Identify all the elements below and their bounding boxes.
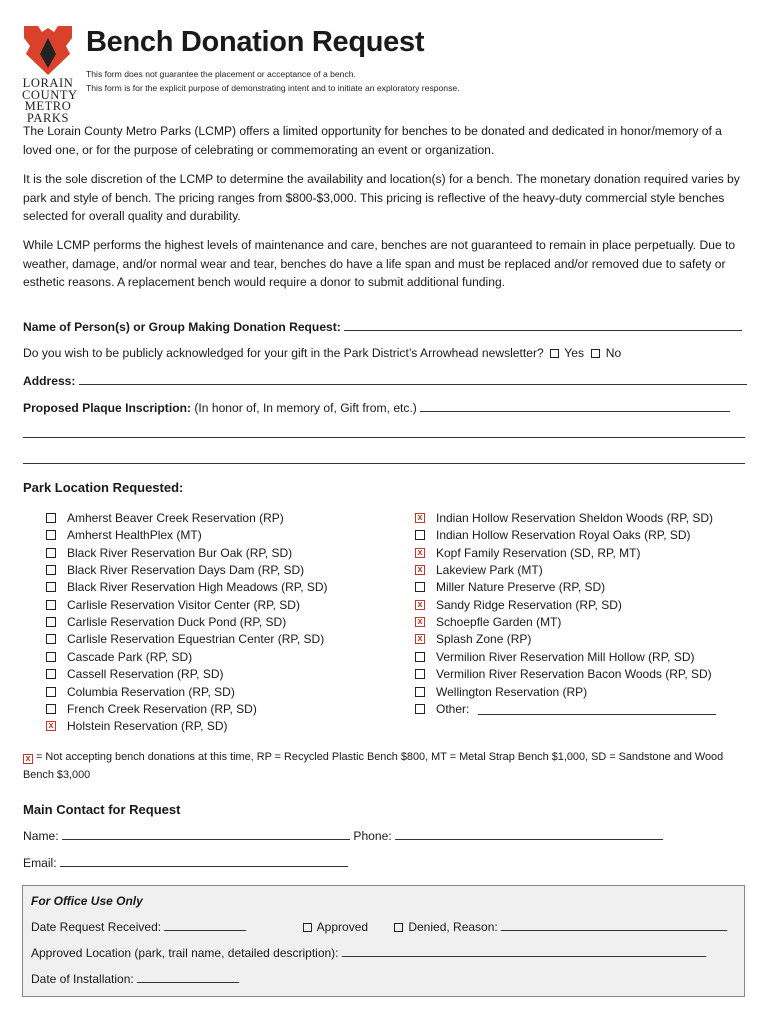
park-name: Cascade Park (RP, SD) [67,649,193,664]
approved-location-label: Approved Location (park, trail name, detailed description): [31,946,339,960]
other-park-field[interactable] [478,704,716,715]
installation-date-label: Date of Installation: [31,972,134,986]
park-checkbox[interactable] [46,704,56,714]
park-name: Wellington Reservation (RP) [436,684,588,699]
unavailable-checkbox[interactable]: x [415,548,425,558]
plaque-hint: (In honor of, In memory of, Gift from, etc.) [194,401,417,415]
park-name: Amherst HealthPlex (MT) [67,528,202,543]
park-checkbox[interactable] [415,687,425,697]
park-name: Miller Nature Preserve (RP, SD) [436,580,606,595]
plaque-field-line-3[interactable] [23,453,745,464]
park-name: Vermilion River Reservation Bacon Woods (RP, SD) [436,667,712,682]
park-name: Indian Hollow Reservation Sheldon Woods (RP, SD) [436,511,714,525]
park-name: Kopf Family Reservation (SD, RP, MT) [436,545,641,560]
park-checkbox[interactable] [46,669,56,679]
intro-paragraph-1: The Lorain County Metro Parks (LCMP) offers a limited opportunity for benches to be donated and dedicated in honor/memory of a loved one, or for the purpose of celebrating or commemorating an event or organization. [23,124,722,157]
page-title: Bench Donation Request [86,26,425,58]
park-name: Vermilion River Reservation Mill Hollow (RP, SD) [436,649,695,664]
park-checkbox[interactable] [46,565,56,575]
unavailable-marker-icon: x [23,754,33,764]
lcmp-logo [22,24,78,125]
park-name: Columbia Reservation (RP, SD) [67,684,235,699]
plaque-field[interactable] [420,401,730,412]
park-checkbox[interactable] [46,530,56,540]
date-received-row [31,920,246,934]
park-checkbox[interactable] [46,652,56,662]
park-name: Carlisle Reservation Equestrian Center (RP, SD) [67,632,325,647]
unavailable-checkbox[interactable]: x [415,513,425,523]
park-name: Lakeview Park (MT) [436,563,543,578]
park-name: Indian Hollow Reservation Royal Oaks (RP, SD) [436,528,691,543]
legend-text: = Not accepting bench donations at this time, RP = Recycled Plastic Bench $800, MT = Metal Strap Bench $1,000, SD = Sandstone and Wood Bench $3,000 [23,751,724,781]
unavailable-checkbox[interactable]: x [415,634,425,644]
park-name: Cassell Reservation (RP, SD) [67,667,224,682]
office-use-box [22,885,745,997]
park-checkbox[interactable] [46,617,56,627]
contact-email-label: Email: [23,856,57,870]
park-checkbox[interactable] [46,600,56,610]
contact-phone-label: Phone: [353,829,392,843]
unavailable-checkbox[interactable]: x [46,721,56,731]
acknowledge-row [23,346,621,360]
park-name: Holstein Reservation (RP, SD) [67,719,228,734]
park-checkbox[interactable] [46,582,56,592]
acknowledge-no-checkbox[interactable] [591,349,600,358]
plaque-row [23,401,730,415]
office-use-heading: For Office Use Only [31,894,143,908]
park-name: Carlisle Reservation Duck Pond (RP, SD) [67,615,287,630]
address-label: Address: [23,374,76,388]
installation-date-field[interactable] [137,972,239,983]
unavailable-checkbox[interactable]: x [415,600,425,610]
logo-wordmark: LORAIN COUNTY METRO PARKS [22,76,78,125]
address-field[interactable] [79,374,747,385]
park-name: Amherst Beaver Creek Reservation (RP) [67,511,284,525]
denied-reason-field[interactable] [501,920,727,931]
park-name: Carlisle Reservation Visitor Center (RP, SD) [67,597,300,612]
disclaimer-note-2: This form is for the explicit purpose of demonstrating intent and to initiate an exploratory response. [86,83,460,93]
park-checkbox[interactable] [46,687,56,697]
approved-row [303,920,368,934]
donor-name-label: Name of Person(s) or Group Making Donation Request: [23,320,341,334]
park-checkbox[interactable] [46,548,56,558]
park-legend [23,749,743,784]
park-checkbox[interactable] [415,530,425,540]
park-name: French Creek Reservation (RP, SD) [67,701,257,716]
contact-email-row [23,856,348,870]
park-checkbox[interactable] [46,513,56,523]
plaque-line-3 [23,453,745,467]
contact-name-field[interactable] [62,829,350,840]
park-name: Black River Reservation High Meadows (RP, SD) [67,580,328,595]
park-name: Other: [436,701,470,716]
park-name: Black River Reservation Bur Oak (RP, SD) [67,545,293,560]
plaque-label: Proposed Plaque Inscription: [23,401,191,415]
approved-location-field[interactable] [342,946,706,957]
denied-label: Denied, Reason: [408,920,498,934]
park-location-heading: Park Location Requested: [23,480,184,495]
address-row [23,374,747,388]
intro-paragraph-3: While LCMP performs the highest levels of maintenance and care, benches are not guaranteed to remain in place perpetually. Due to weather, damage, and/or normal wear and tear, benches do have a life span and must be replaced and/or removed due to safety or esthetic reasons. A replacement bench would require a donor to submit additional funding. [23,238,736,290]
park-name: Schoepfle Garden (MT) [436,615,562,630]
park-checkbox[interactable] [46,634,56,644]
arrowhead-logo-icon [22,24,74,76]
park-name: Black River Reservation Days Dam (RP, SD) [67,563,305,578]
unavailable-checkbox[interactable]: x [415,617,425,627]
park-name: Sandy Ridge Reservation (RP, SD) [436,597,622,612]
contact-name-label: Name: [23,829,59,843]
plaque-field-line-2[interactable] [23,427,745,438]
park-checkbox[interactable] [415,669,425,679]
disclaimer-note-1: This form does not guarantee the placement or acceptance of a bench. [86,69,356,79]
approved-label: Approved [316,920,369,934]
acknowledge-yes-label: Yes [564,346,584,360]
park-checkbox[interactable] [415,652,425,662]
denied-checkbox[interactable] [394,923,403,932]
approved-location-row [31,946,706,960]
plaque-line-2 [23,427,745,441]
contact-phone-field[interactable] [395,829,663,840]
contact-name-row [23,829,663,843]
park-name: Splash Zone (RP) [436,632,532,647]
date-received-label: Date Request Received: [31,920,162,934]
installation-date-row [31,972,239,986]
park-checkbox[interactable] [415,582,425,592]
park-checkbox[interactable] [415,704,425,714]
intro-paragraph-2: It is the sole discretion of the LCMP to determine the availability and location(s) for a bench. The monetary donation required varies by park and style of bench. The pricing ranges from $800-$3,000. This pricing is reflective of the heavy-duty commercial style benches selected for overall quality and durability. [23,172,740,224]
main-contact-heading: Main Contact for Request [23,802,181,817]
donor-name-field[interactable] [344,320,742,331]
unavailable-checkbox[interactable]: x [415,565,425,575]
acknowledge-no-label: No [605,346,622,360]
denied-row [394,920,727,934]
contact-email-field[interactable] [60,856,348,867]
donor-name-row [23,320,742,334]
acknowledge-yes-checkbox[interactable] [550,349,559,358]
date-received-field[interactable] [164,920,246,931]
approved-checkbox[interactable] [303,923,312,932]
acknowledge-question: Do you wish to be publicly acknowledged for your gift in the Park District’s Arrowhead newsletter? [23,346,544,360]
